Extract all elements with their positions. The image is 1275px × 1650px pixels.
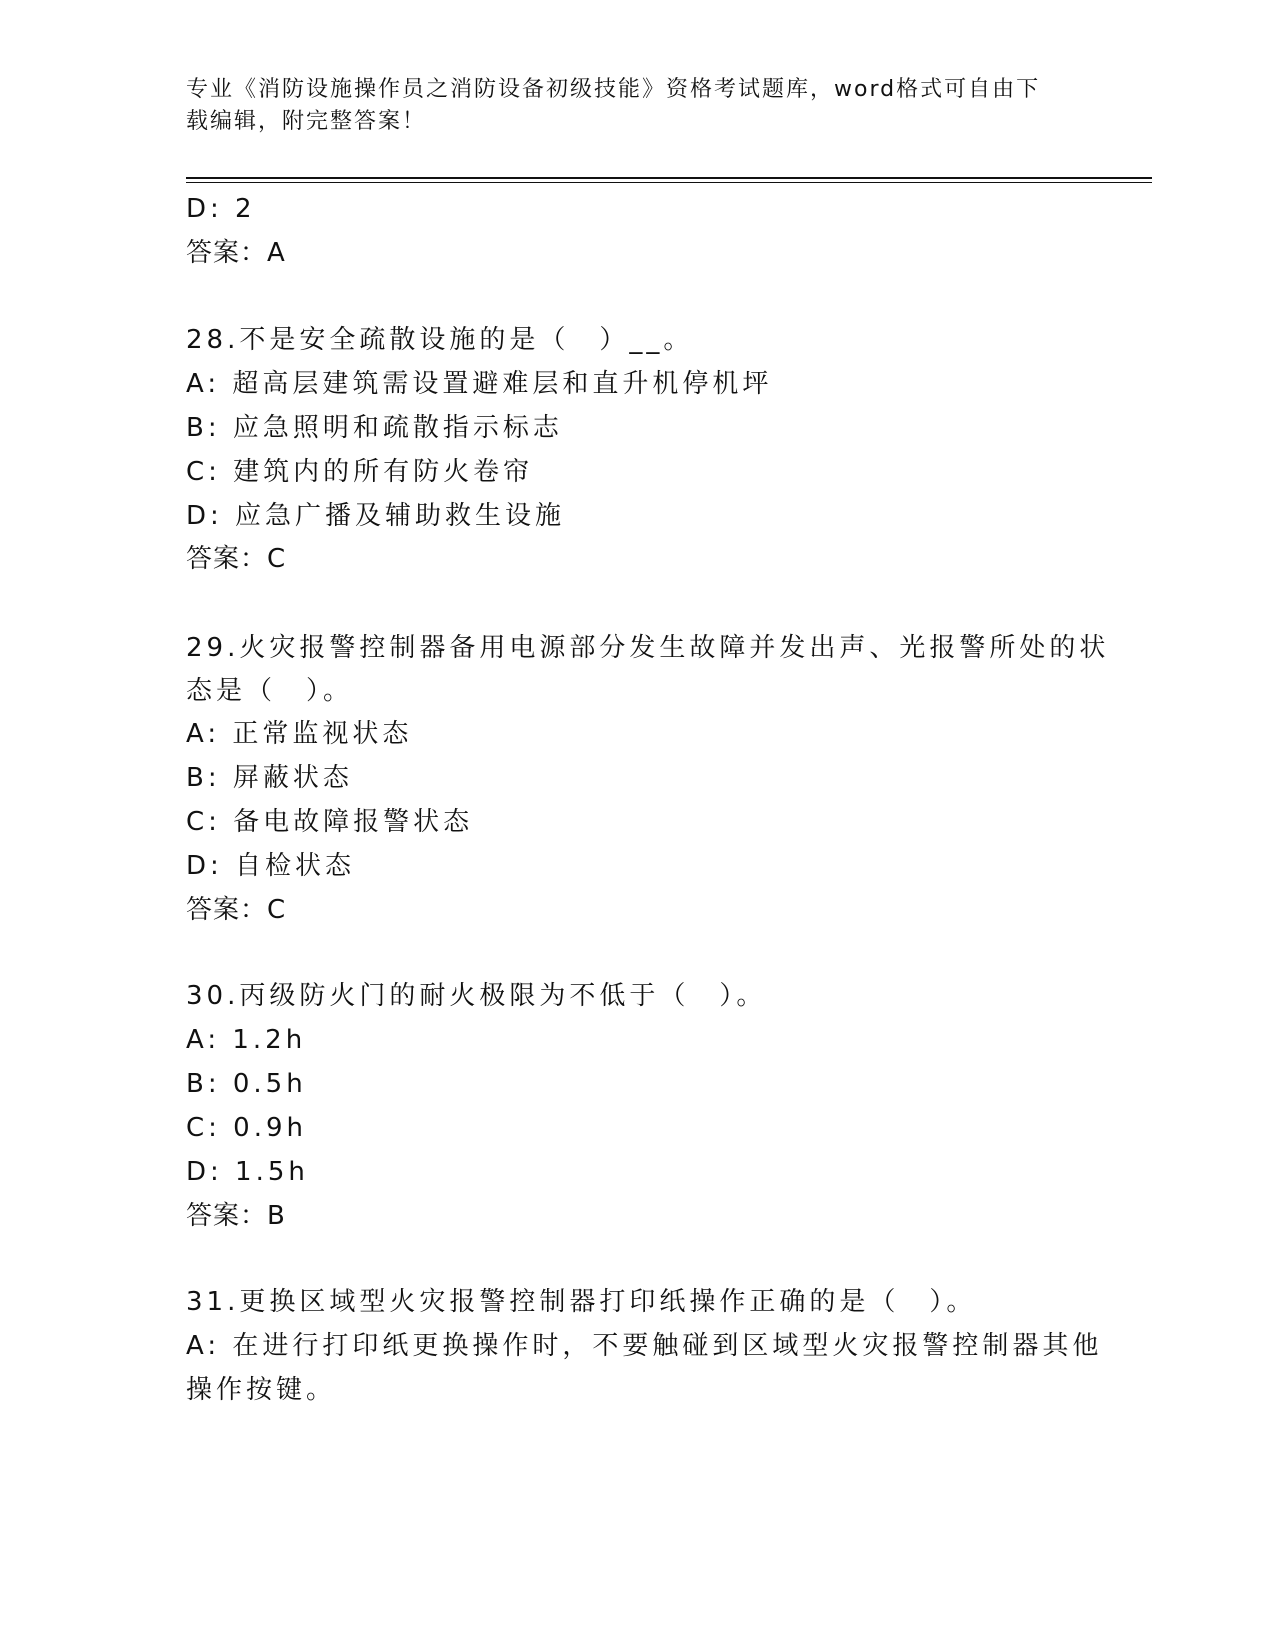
q30-option-d: D: 1.5h — [186, 1157, 309, 1187]
header-divider-thin — [186, 182, 1152, 183]
header-line-2: 载编辑，附完整答案！ — [186, 109, 427, 134]
q29-option-a: A: 正常监视状态 — [186, 719, 413, 749]
header-divider-thick — [186, 177, 1152, 179]
q29-option-c: C: 备电故障报警状态 — [186, 807, 474, 837]
prev-answer: 答案：A — [186, 238, 286, 268]
document-header — [186, 74, 1066, 138]
q30-option-a: A: 1.2h — [186, 1025, 307, 1055]
q28-option-a: A: 超高层建筑需设置避难层和直升机停机坪 — [186, 369, 773, 399]
q30-answer: 答案：B — [186, 1201, 286, 1231]
q31-option-a-line-1: A: 在进行打印纸更换操作时，不要触碰到区域型火灾报警控制器其他 — [186, 1331, 1103, 1361]
q29-option-b: B: 屏蔽状态 — [186, 763, 353, 793]
header-line-1: 专业《消防设施操作员之消防设备初级技能》资格考试题库，word格式可自由下 — [186, 77, 1041, 102]
q30-option-c: C: 0.9h — [186, 1113, 308, 1143]
q29-answer: 答案：C — [186, 895, 287, 925]
q28-option-c: C: 建筑内的所有防火卷帘 — [186, 457, 534, 487]
q28-answer: 答案：C — [186, 544, 287, 574]
q29-option-d: D: 自检状态 — [186, 851, 356, 881]
q29-stem-line-1: 29.火灾报警控制器备用电源部分发生故障并发出声、光报警所处的状 — [186, 633, 1110, 663]
q28-stem: 28.不是安全疏散设施的是（ ）__。 — [186, 325, 694, 355]
q31-option-a-line-2: 操作按键。 — [186, 1375, 337, 1405]
q29-stem-line-2: 态是（ ）。 — [186, 676, 354, 706]
q28-option-d: D: 应急广播及辅助救生设施 — [186, 501, 566, 531]
q30-stem: 30.丙级防火门的耐火极限为不低于（ ）。 — [186, 981, 767, 1011]
prev-option-d: D: 2 — [186, 194, 256, 224]
q28-option-b: B: 应急照明和疏散指示标志 — [186, 413, 563, 443]
q30-option-b: B: 0.5h — [186, 1069, 307, 1099]
q31-stem: 31.更换区域型火灾报警控制器打印纸操作正确的是（ ）。 — [186, 1287, 977, 1317]
